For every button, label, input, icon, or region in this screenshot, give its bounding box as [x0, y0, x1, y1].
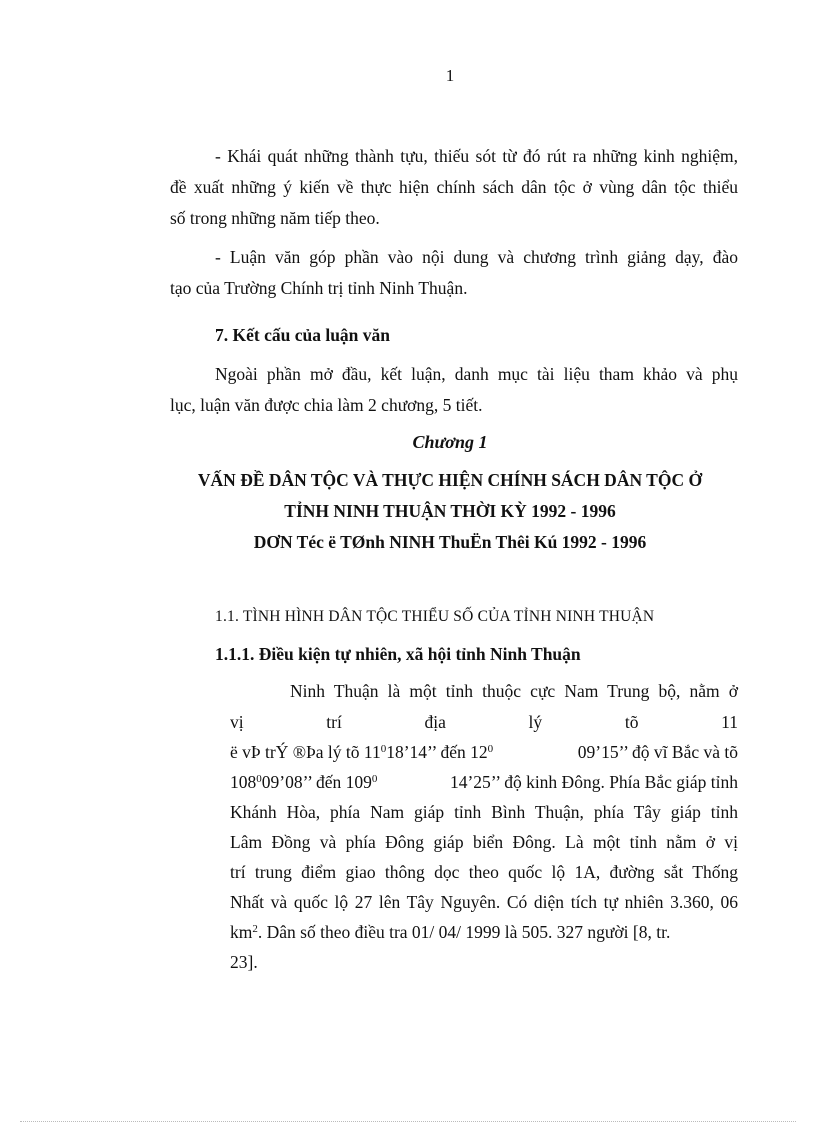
geography-word: trí	[326, 712, 342, 732]
geography-line-6: Lâm Đồng và phía Đông giáp biển Đông. Là một tỉnh nằm ở vị	[230, 832, 738, 852]
contribution-line-1: - Luận văn góp phần vào nội dung và chương trình giảng dạy, đào	[215, 247, 738, 267]
chapter-title-line-3: DƠN Téc ë TØnh NINH ThuËn Thêi Kú 1992 - 1996	[253, 532, 647, 552]
latitude-tail: 09’15’’ độ vĩ Bắc và tõ	[577, 742, 738, 762]
longitude-text: $108^009’08$’’ đến $109^0$	[230, 772, 378, 792]
geography-word: tõ	[624, 712, 639, 732]
geography-line-5: Khánh Hòa, phía Nam giáp tỉnh Bình Thuận, phía Tây giáp tỉnh	[230, 802, 738, 822]
longitude-tail: 14’25’’ độ kinh Đông. Phía Bắc giáp tỉnh	[449, 772, 738, 792]
geography-line-2	[230, 711, 738, 733]
page-bottom-divider	[20, 1121, 796, 1122]
geography-line-4	[230, 771, 738, 793]
chapter-label: Chương 1	[412, 432, 488, 452]
geography-word: vị	[230, 712, 244, 732]
geography-line-9: $km^2$. Dân số theo điều tra 01/ 04/ 1999 là 505. 327 người [8, tr.	[230, 922, 671, 942]
page-number: 1	[445, 66, 455, 85]
summary-line-3: số trong những năm tiếp theo.	[170, 208, 380, 228]
chapter-title-line-1: VẤN ĐỀ DÂN TỘC VÀ THỰC HIỆN CHÍNH SÁCH DÂN TỘC Ở	[197, 470, 703, 490]
geography-word: địa	[424, 712, 446, 732]
chapter-title-line-2: TỈNH NINH THUẬN THỜI KỲ 1992 - 1996	[284, 501, 616, 521]
geography-line-8: Nhất và quốc lộ 27 lên Tây Nguyên. Có diện tích tự nhiên 3.360, 06	[230, 892, 738, 912]
subsection-heading: 1.1.1. Điều kiện tự nhiên, xã hội tỉnh Ninh Thuận	[215, 644, 581, 664]
structure-heading: 7. Kết cấu của luận văn	[215, 325, 391, 345]
contribution-line-2: tạo của Trường Chính trị tỉnh Ninh Thuận.	[170, 278, 468, 298]
structure-line-2: lục, luận văn được chia làm 2 chương, 5 tiết.	[170, 395, 483, 415]
geography-line-7: trí trung điểm giao thông dọc theo quốc lộ 1A, đường sắt Thống	[230, 862, 738, 882]
geography-line-10: 23].	[230, 952, 258, 972]
geography-word: lý	[528, 712, 543, 732]
summary-line-2: đề xuất những ý kiến về thực hiện chính sách dân tộc ở vùng dân tộc thiểu	[170, 177, 738, 197]
latitude-text: ë vÞ trÝ ®Þa lý tõ $11^018’14$’’ đến $12^0$	[230, 742, 494, 762]
structure-line-1: Ngoài phần mở đầu, kết luận, danh mục tài liệu tham khảo và phụ	[215, 364, 738, 384]
geography-line-1: Ninh Thuận là một tỉnh thuộc cực Nam Trung bộ, nằm ở	[290, 681, 738, 701]
section-heading: 1.1. TÌNH HÌNH DÂN TỘC THIỂU SỐ CỦA TỈNH NINH THUẬN	[215, 608, 655, 625]
geography-word: 11	[721, 712, 738, 732]
summary-line-1: - Khái quát những thành tựu, thiếu sót từ đó rút ra những kinh nghiệm,	[215, 146, 738, 166]
geography-line-3	[230, 741, 738, 763]
